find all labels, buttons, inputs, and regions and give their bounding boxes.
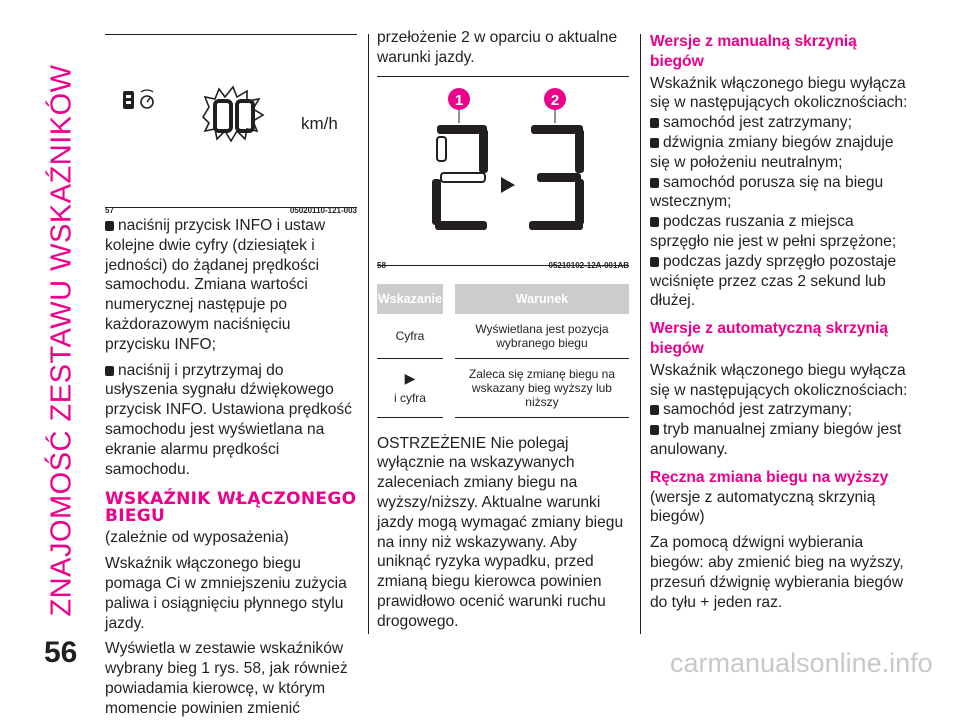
bullet-icon	[650, 425, 659, 435]
figure-code: 05210102-12A-001AB	[548, 261, 629, 271]
gear-arrow-icon: ▶	[404, 369, 416, 386]
speed-unit-label: km/h	[301, 114, 338, 133]
column-divider	[368, 34, 369, 634]
bullet-item: naciśnij i przytrzymaj do usłyszenia sygnału dźwiękowego przycisk INFO. Ustawiona prędkość samochodu jest wyświetlana na ekranie alarmu prędkości samochodu.	[105, 361, 352, 478]
table-header: Warunek	[455, 284, 629, 314]
list-item: tryb manualnej zmiany biegów jest anulowany.	[650, 421, 902, 458]
paragraph: (wersje z automatyczną skrzynią biegów)	[650, 488, 876, 526]
paragraph: Wyświetla w zestawie wskaźników wybrany bieg 1 rys. 58, jak również powiadamia kierowcę, w którym momencie powinien zmienić	[105, 640, 348, 717]
callout-1-badge	[448, 88, 470, 123]
digits-blink-burst	[203, 87, 263, 141]
svg-text:2: 2	[550, 91, 560, 109]
warning-text: OSTRZEŻENIE Nie polegaj wyłącznie na wskazywanych zaleceniach zmiany biegu na wyższy/niższy. Aktualne warunki jazdy mogą wymagać zmiany biegu na inny niż wskazywany. Aby uniknąć ryzyka wypadku, przed zmianą biegu kierowca powinien prawidłowo ocenić warunki ruchu drogowego.	[377, 434, 624, 630]
list-item: samochód porusza się na biegu wstecznym;	[650, 173, 884, 211]
list-item: samochód jest zatrzymany;	[650, 400, 908, 420]
gear-indicator-table	[377, 284, 629, 418]
svg-text:1: 1	[454, 91, 464, 109]
figure-57	[105, 34, 357, 215]
manual-conditions-list	[650, 113, 908, 311]
chapter-side-title: ZNAJOMOŚĆ ZESTAWU WSKAŹNIKÓW	[45, 63, 78, 617]
gear-arrow-icon	[501, 177, 515, 193]
paragraph: Za pomocą dźwigni wybierania biegów: aby zmienić bieg na wyższy, przesuń dźwignię wybierania biegów do tyłu + jeden raz.	[650, 534, 904, 611]
subheading-automatic: Wersje z automatyczną skrzynią biegów	[650, 320, 889, 357]
section-heading: WSKAŹNIK WŁĄCZONEGO BIEGU	[105, 489, 357, 527]
paragraph: przełożenie 2 w oparciu o aktualne warunki jazdy.	[377, 29, 618, 66]
bullet-icon	[650, 178, 659, 188]
column-3	[650, 28, 908, 618]
figure-number: 57	[105, 205, 114, 215]
bullet-item: naciśnij przycisk INFO i ustaw kolejne dwie cyfry (dziesiątek i jedności) do żądanej prędkości samochodu. Zmiana wartości numerycznej następuje po każdorazowym naciśnięciu przycisku INFO;	[105, 217, 326, 353]
bullet-icon	[105, 366, 114, 376]
bullet-icon	[650, 257, 659, 267]
table-row: Cyfra Wyświetlana jest pozycja wybranego biegu	[377, 314, 629, 359]
bullet-icon	[650, 118, 659, 128]
column-2	[377, 28, 629, 638]
bullet-icon	[650, 405, 659, 415]
list-item: dźwignia zmiany biegów znajduje się w położeniu neutralnym;	[650, 133, 894, 171]
gear-digit-3	[529, 125, 584, 230]
column-1	[105, 28, 357, 725]
list-item: podczas jazdy sprzęgło pozostaje wciśnięte przez czas 2 sekund lub dłużej.	[650, 252, 897, 310]
speed-alarm-display-illustration	[105, 35, 357, 193]
list-item: podczas ruszania z miejsca sprzęgło nie jest w pełni sprzężone;	[650, 213, 897, 250]
availability-note: (zależnie od wyposażenia)	[105, 529, 289, 547]
bullet-icon	[105, 221, 114, 231]
paragraph: Wskaźnik włączonego biegu wyłącza się w następujących okolicznościach:	[650, 361, 908, 399]
figure-code: 05020110-121-003	[289, 205, 357, 215]
subheading-upshift: Ręczna zmiana biegu na wyższy	[650, 468, 889, 486]
figure-caption	[377, 254, 629, 271]
list-item: samochód jest zatrzymany;	[650, 113, 908, 133]
page-number: 56	[44, 636, 78, 669]
table-row: ▶ i cyfra Zaleca się zmianę biegu na wskazany bieg wyższy lub niższy	[377, 358, 629, 417]
subheading-manual: Wersje z manualną skrzynią biegów	[650, 33, 857, 70]
paragraph: Wskaźnik włączonego biegu pomaga Ci w zmniejszeniu zużycia paliwa i osiągnięciu płynnego stylu jazdy.	[105, 555, 347, 632]
bullet-icon	[650, 217, 659, 227]
watermark: carmanualsonline.info	[670, 648, 933, 678]
table-header: Wskazanie	[377, 284, 443, 314]
figure-58	[377, 76, 629, 271]
gear-digit-2	[432, 125, 488, 230]
bullet-icon	[650, 138, 659, 148]
figure-caption	[105, 199, 357, 213]
automatic-conditions-list	[650, 400, 908, 459]
gear-shift-indicator-illustration	[377, 77, 629, 249]
figure-number: 58	[377, 261, 386, 271]
speed-alarm-icon	[123, 90, 153, 109]
paragraph: Wskaźnik włączonego biegu wyłącza się w następujących okolicznościach:	[650, 74, 908, 112]
callout-2-badge	[544, 88, 566, 123]
column-divider	[640, 34, 641, 634]
